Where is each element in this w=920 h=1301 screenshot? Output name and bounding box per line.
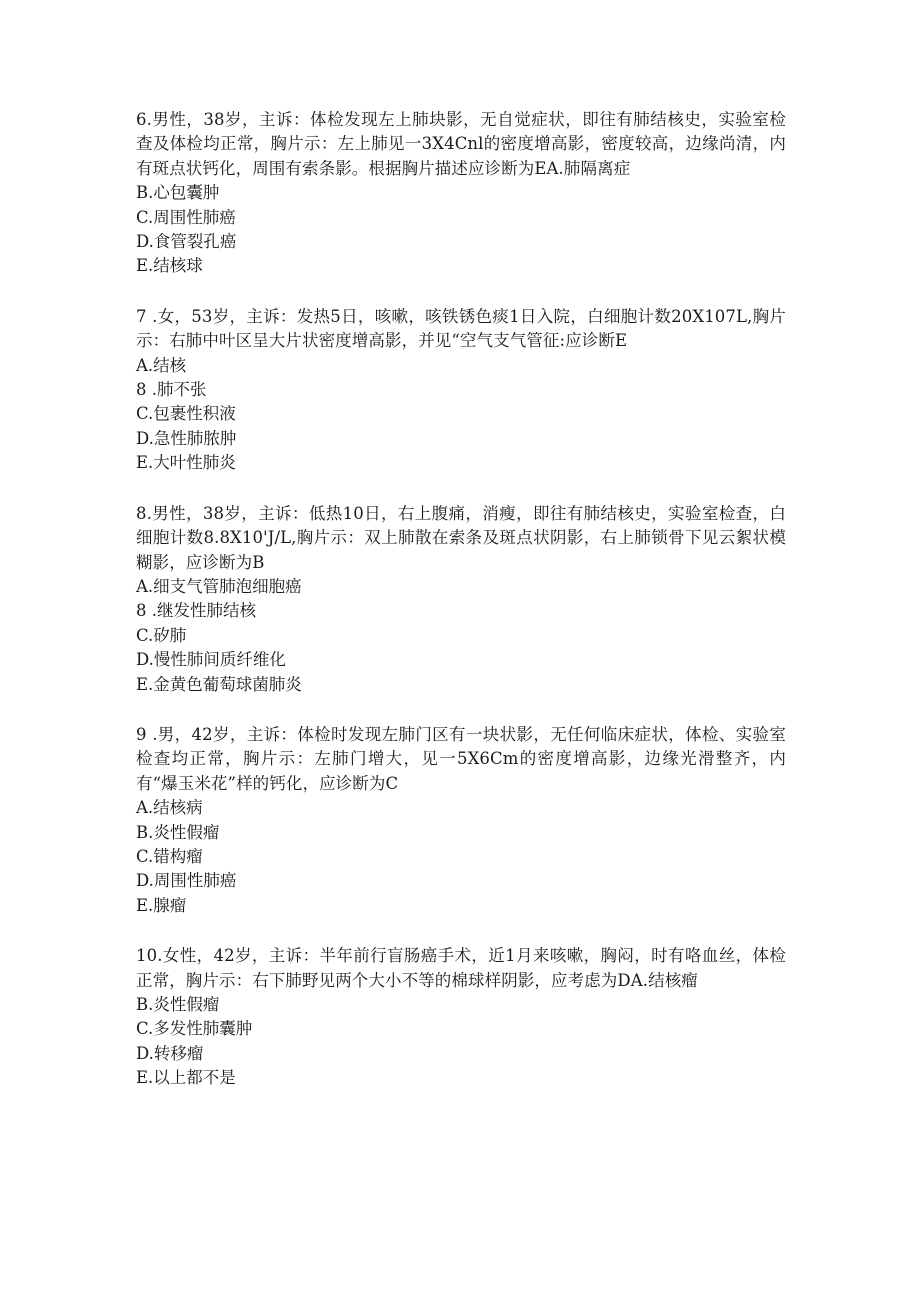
question-list [136,108,786,1117]
question-10 [136,944,786,1090]
question-7 [136,305,786,476]
question-9 [136,723,786,918]
option: D.转移瘤 [136,1043,204,1063]
option: D.周围性肺癌 [136,871,237,891]
option: D.急性肺脓肿 [136,428,237,448]
option: D.食管裂孔癌 [136,232,237,252]
question-6 [136,108,786,279]
option: B.心包囊肿 [136,183,220,203]
option: E.以上都不是 [136,1068,236,1088]
option: C.矽肺 [136,625,187,645]
option: E.腺瘤 [136,895,187,915]
option-list [136,575,786,697]
question-stem: 9 .男，42岁，主诉：体检时发现左肺门区有一块状影，无任何临床症状，体检、实验室检查均正常，胸片示：左肺门增大，见一5X6Cm的密度增高影，边缘光滑整齐，内有“爆玉米花”样的钙化，应诊断为C [136,724,786,793]
option: E.金黄色葡萄球菌肺炎 [136,674,302,694]
option: E.结核球 [136,256,203,276]
option-list [136,354,786,476]
option: A.细支气管肺泡细胞癌 [136,576,302,596]
option-list [136,796,786,918]
option: C.周围性肺癌 [136,207,236,227]
option: B.炎性假瘤 [136,822,220,842]
question-stem: 6.男性，38岁，主诉：体检发现左上肺块影，无自觉症状，即往有肺结核史，实验室检查及体检均正常，胸片示：左上肺见一3X4Cnl的密度增高影，密度较高，边缘尚清，内有斑点状钙化，周围有索条影。根据胸片描述应诊断为EA.肺隔离症 [136,110,786,178]
option: C.错构瘤 [136,846,203,866]
option-list [136,181,786,279]
option: E.大叶性肺炎 [136,453,236,473]
option: A.结核病 [136,798,203,818]
question-stem: 8.男性，38岁，主诉：低热10日，右上腹痛，消瘦，即往有肺结核史，实验室检查，白细胞计数8.8X10'J/L,胸片示：双上肺散在索条及斑点状阴影，右上肺锁骨下见云絮状模糊影，应诊断为B [136,503,786,572]
question-8 [136,502,786,697]
option-list [136,993,786,1091]
option: C.多发性肺囊肿 [136,1019,253,1039]
option: A.结核 [136,355,187,375]
option: C.包裹性积液 [136,404,236,424]
option: 8 .肺不张 [136,380,207,400]
question-stem: 10.女性，42岁，主诉：半年前行盲肠癌手术，近1月来咳嗽，胸闷，时有咯血丝，体检正常，胸片示：右下肺野见两个大小不等的棉球样阴影，应考虑为DA.结核瘤 [136,946,786,990]
option: 8 .继发性肺结核 [136,601,256,621]
option: B.炎性假瘤 [136,995,220,1014]
option: D.慢性肺间质纤维化 [136,650,286,670]
question-stem: 7 .女，53岁，主诉：发热5日，咳嗽，咳铁锈色痰1日入院，白细胞计数20X107L,胸片示：右肺中叶区呈大片状密度增高影，并见“空气支气管征:应诊断E [136,306,786,351]
